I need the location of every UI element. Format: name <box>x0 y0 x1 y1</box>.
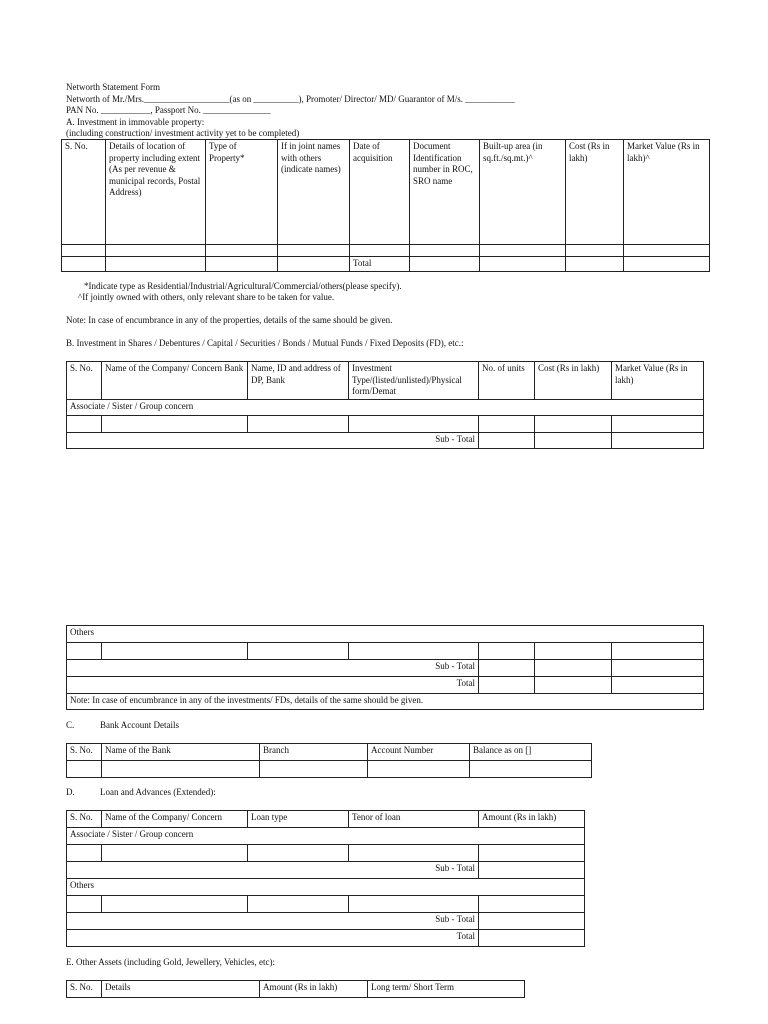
pan-passport-line: PAN No. ___________, Passport No. _______________ <box>66 105 271 115</box>
table-cell[interactable] <box>535 416 612 433</box>
subtotal-label: Sub - Total <box>67 433 479 449</box>
table-cell[interactable] <box>349 416 479 433</box>
table-cell[interactable] <box>535 433 612 449</box>
table-cell[interactable] <box>102 761 260 778</box>
table-cell[interactable] <box>248 896 349 913</box>
col-header: S. No. <box>67 744 102 761</box>
col-header: Cost (Rs in lakh) <box>535 362 612 400</box>
table-other-assets <box>66 980 525 998</box>
table-cell <box>62 257 106 272</box>
section-a-subtitle: (including construction/ investment activity yet to be completed) <box>66 128 300 138</box>
table-cell[interactable] <box>67 845 102 862</box>
col-header: Name of the Company/ Concern Bank <box>102 362 248 400</box>
table-row[interactable] <box>67 761 592 778</box>
col-header: Details <box>102 981 260 998</box>
table-cell[interactable] <box>410 245 480 257</box>
table-cell[interactable] <box>479 677 535 694</box>
table-cell[interactable] <box>566 257 624 272</box>
group-label-row <box>67 626 704 643</box>
table-immovable-property <box>61 139 710 272</box>
col-header: Branch <box>260 744 368 761</box>
col-header: Market Value (Rs in lakh)^ <box>624 140 710 245</box>
table-cell[interactable] <box>612 433 704 449</box>
table-cell[interactable] <box>566 245 624 257</box>
table-bank-accounts <box>66 743 592 778</box>
table-cell[interactable] <box>206 245 278 257</box>
subtotal-label: Sub - Total <box>67 913 479 930</box>
subtotal-row <box>67 660 704 677</box>
table-cell[interactable] <box>350 245 410 257</box>
col-header: Balance as on [] <box>470 744 592 761</box>
table-investments-others <box>66 625 704 710</box>
table-cell[interactable] <box>612 416 704 433</box>
table-cell[interactable] <box>612 643 704 660</box>
table-cell[interactable] <box>62 245 106 257</box>
col-header: Long term/ Short Term <box>368 981 525 998</box>
table-cell[interactable] <box>349 845 479 862</box>
section-c-label: Bank Account Details <box>100 720 179 730</box>
section-d-label: Loan and Advances (Extended): <box>100 787 216 797</box>
col-header: Tenor of loan <box>349 811 479 828</box>
group-label: Associate / Sister / Group concern <box>67 828 585 845</box>
table-cell[interactable] <box>278 245 350 257</box>
table-header-row <box>67 744 592 761</box>
col-header: S. No. <box>67 811 102 828</box>
col-header: Built-up area (in sq.ft./sq.mt.)^ <box>480 140 566 245</box>
total-label: Total <box>350 257 410 272</box>
col-header: Document Identification number in ROC, SRO name <box>410 140 480 245</box>
col-header: Name of the Bank <box>102 744 260 761</box>
table-cell[interactable] <box>368 761 470 778</box>
table-cell[interactable] <box>480 245 566 257</box>
table-loans-advances <box>66 810 585 947</box>
section-c-letter: C. <box>66 720 75 730</box>
table-cell[interactable] <box>248 845 349 862</box>
table-cell <box>278 257 350 272</box>
table-cell[interactable] <box>479 896 585 913</box>
table-cell[interactable] <box>624 257 710 272</box>
col-header: No. of units <box>479 362 535 400</box>
total-row <box>62 257 710 272</box>
total-label: Total <box>67 930 479 947</box>
table-cell[interactable] <box>479 643 535 660</box>
table-row[interactable] <box>67 416 704 433</box>
note-encumbrance-property: Note: In case of encumbrance in any of the properties, details of the same should be given. <box>66 315 393 325</box>
group-label: Associate / Sister / Group concern <box>67 400 704 416</box>
col-header: Account Number <box>368 744 470 761</box>
table-cell[interactable] <box>612 677 704 694</box>
table-header-row <box>62 140 710 245</box>
note-property-type: *Indicate type as Residential/Industrial/Agricultural/Commercial/others(please specify). <box>84 281 402 291</box>
subtotal-label: Sub - Total <box>67 862 479 879</box>
table-cell[interactable] <box>248 416 349 433</box>
table-cell <box>206 257 278 272</box>
col-header: Date of acquisition <box>350 140 410 245</box>
table-row[interactable] <box>67 896 585 913</box>
table-cell[interactable] <box>612 660 704 677</box>
col-header: Details of location of property including extent (As per revenue & municipal records, Postal Address) <box>106 140 206 245</box>
table-investments <box>66 361 704 449</box>
table-cell[interactable] <box>410 257 480 272</box>
table-cell[interactable] <box>67 761 102 778</box>
section-d-letter: D. <box>66 787 75 797</box>
note-row <box>67 694 704 710</box>
table-cell[interactable] <box>479 416 535 433</box>
table-cell[interactable] <box>102 416 248 433</box>
table-cell[interactable] <box>535 643 612 660</box>
table-cell[interactable] <box>67 416 102 433</box>
col-header: Name, ID and address of DP, Bank <box>248 362 349 400</box>
col-header: S. No. <box>67 362 102 400</box>
table-cell[interactable] <box>248 643 349 660</box>
table-cell[interactable] <box>470 761 592 778</box>
table-cell <box>106 257 206 272</box>
group-label: Others <box>67 626 704 643</box>
subtotal-row <box>67 862 585 879</box>
networth-of-line: Networth of Mr./Mrs.___________________(as on __________), Promoter/ Director/ MD/ Guarantor of M/s. ___________ <box>66 93 515 104</box>
table-cell[interactable] <box>479 845 585 862</box>
note-encumbrance-investments: Note: In case of encumbrance in any of the investments/ FDs, details of the same should be given. <box>67 694 704 710</box>
subtotal-row <box>67 913 585 930</box>
table-cell[interactable] <box>535 660 612 677</box>
table-header-row <box>67 981 525 998</box>
table-cell[interactable] <box>260 761 368 778</box>
form-header <box>66 82 515 140</box>
table-cell[interactable] <box>102 845 248 862</box>
section-e-title: E. Other Assets (including Gold, Jewellery, Vehicles, etc): <box>66 957 275 967</box>
form-title: Networth Statement Form <box>66 82 160 92</box>
group-label-row <box>67 828 585 845</box>
table-cell[interactable] <box>67 643 102 660</box>
section-a-title: A. Investment in immovable property: <box>66 116 205 127</box>
table-header-row <box>67 362 704 400</box>
table-row[interactable] <box>67 643 704 660</box>
table-cell[interactable] <box>349 643 479 660</box>
col-header: Market Value (Rs in lakh) <box>612 362 704 400</box>
table-cell[interactable] <box>479 862 585 879</box>
total-label: Total <box>67 677 479 694</box>
col-header: If in joint names with others (indicate names) <box>278 140 350 245</box>
col-header: Cost (Rs in lakh) <box>566 140 624 245</box>
note-joint-share: ^If jointly owned with others, only relevant share to be taken for value. <box>78 292 335 302</box>
total-row <box>67 930 585 947</box>
table-cell[interactable] <box>624 245 710 257</box>
section-d-title <box>66 787 216 799</box>
col-header: Amount (Rs in lakh) <box>479 811 585 828</box>
table-cell[interactable] <box>349 896 479 913</box>
col-header: Investment Type/(listed/unlisted)/Physical form/Demat <box>349 362 479 400</box>
table-row[interactable] <box>67 845 585 862</box>
table-cell[interactable] <box>535 677 612 694</box>
section-b-title: B. Investment in Shares / Debentures / Capital / Securities / Bonds / Mutual Funds / Fixed Deposits (FD), etc.: <box>66 338 464 348</box>
table-cell[interactable] <box>479 930 585 947</box>
table-cell[interactable] <box>106 245 206 257</box>
col-header: Name of the Company/ Concern <box>102 811 248 828</box>
table-cell[interactable] <box>479 433 535 449</box>
col-header: Loan type <box>248 811 349 828</box>
table-cell[interactable] <box>102 643 248 660</box>
table-cell[interactable] <box>479 913 585 930</box>
col-header: Type of Property* <box>206 140 278 245</box>
group-label-row <box>67 400 704 416</box>
table-row[interactable] <box>62 245 710 257</box>
col-header: Amount (Rs in lakh) <box>260 981 368 998</box>
total-row <box>67 677 704 694</box>
table-cell[interactable] <box>479 660 535 677</box>
table-cell[interactable] <box>67 896 102 913</box>
group-label-row <box>67 879 585 896</box>
subtotal-row <box>67 433 704 449</box>
table-header-row <box>67 811 585 828</box>
group-label: Others <box>67 879 585 896</box>
col-header: S. No. <box>67 981 102 998</box>
table-cell[interactable] <box>480 257 566 272</box>
section-c-title <box>66 720 179 732</box>
table-cell[interactable] <box>102 896 248 913</box>
col-header: S. No. <box>62 140 106 245</box>
subtotal-label: Sub - Total <box>67 660 479 677</box>
